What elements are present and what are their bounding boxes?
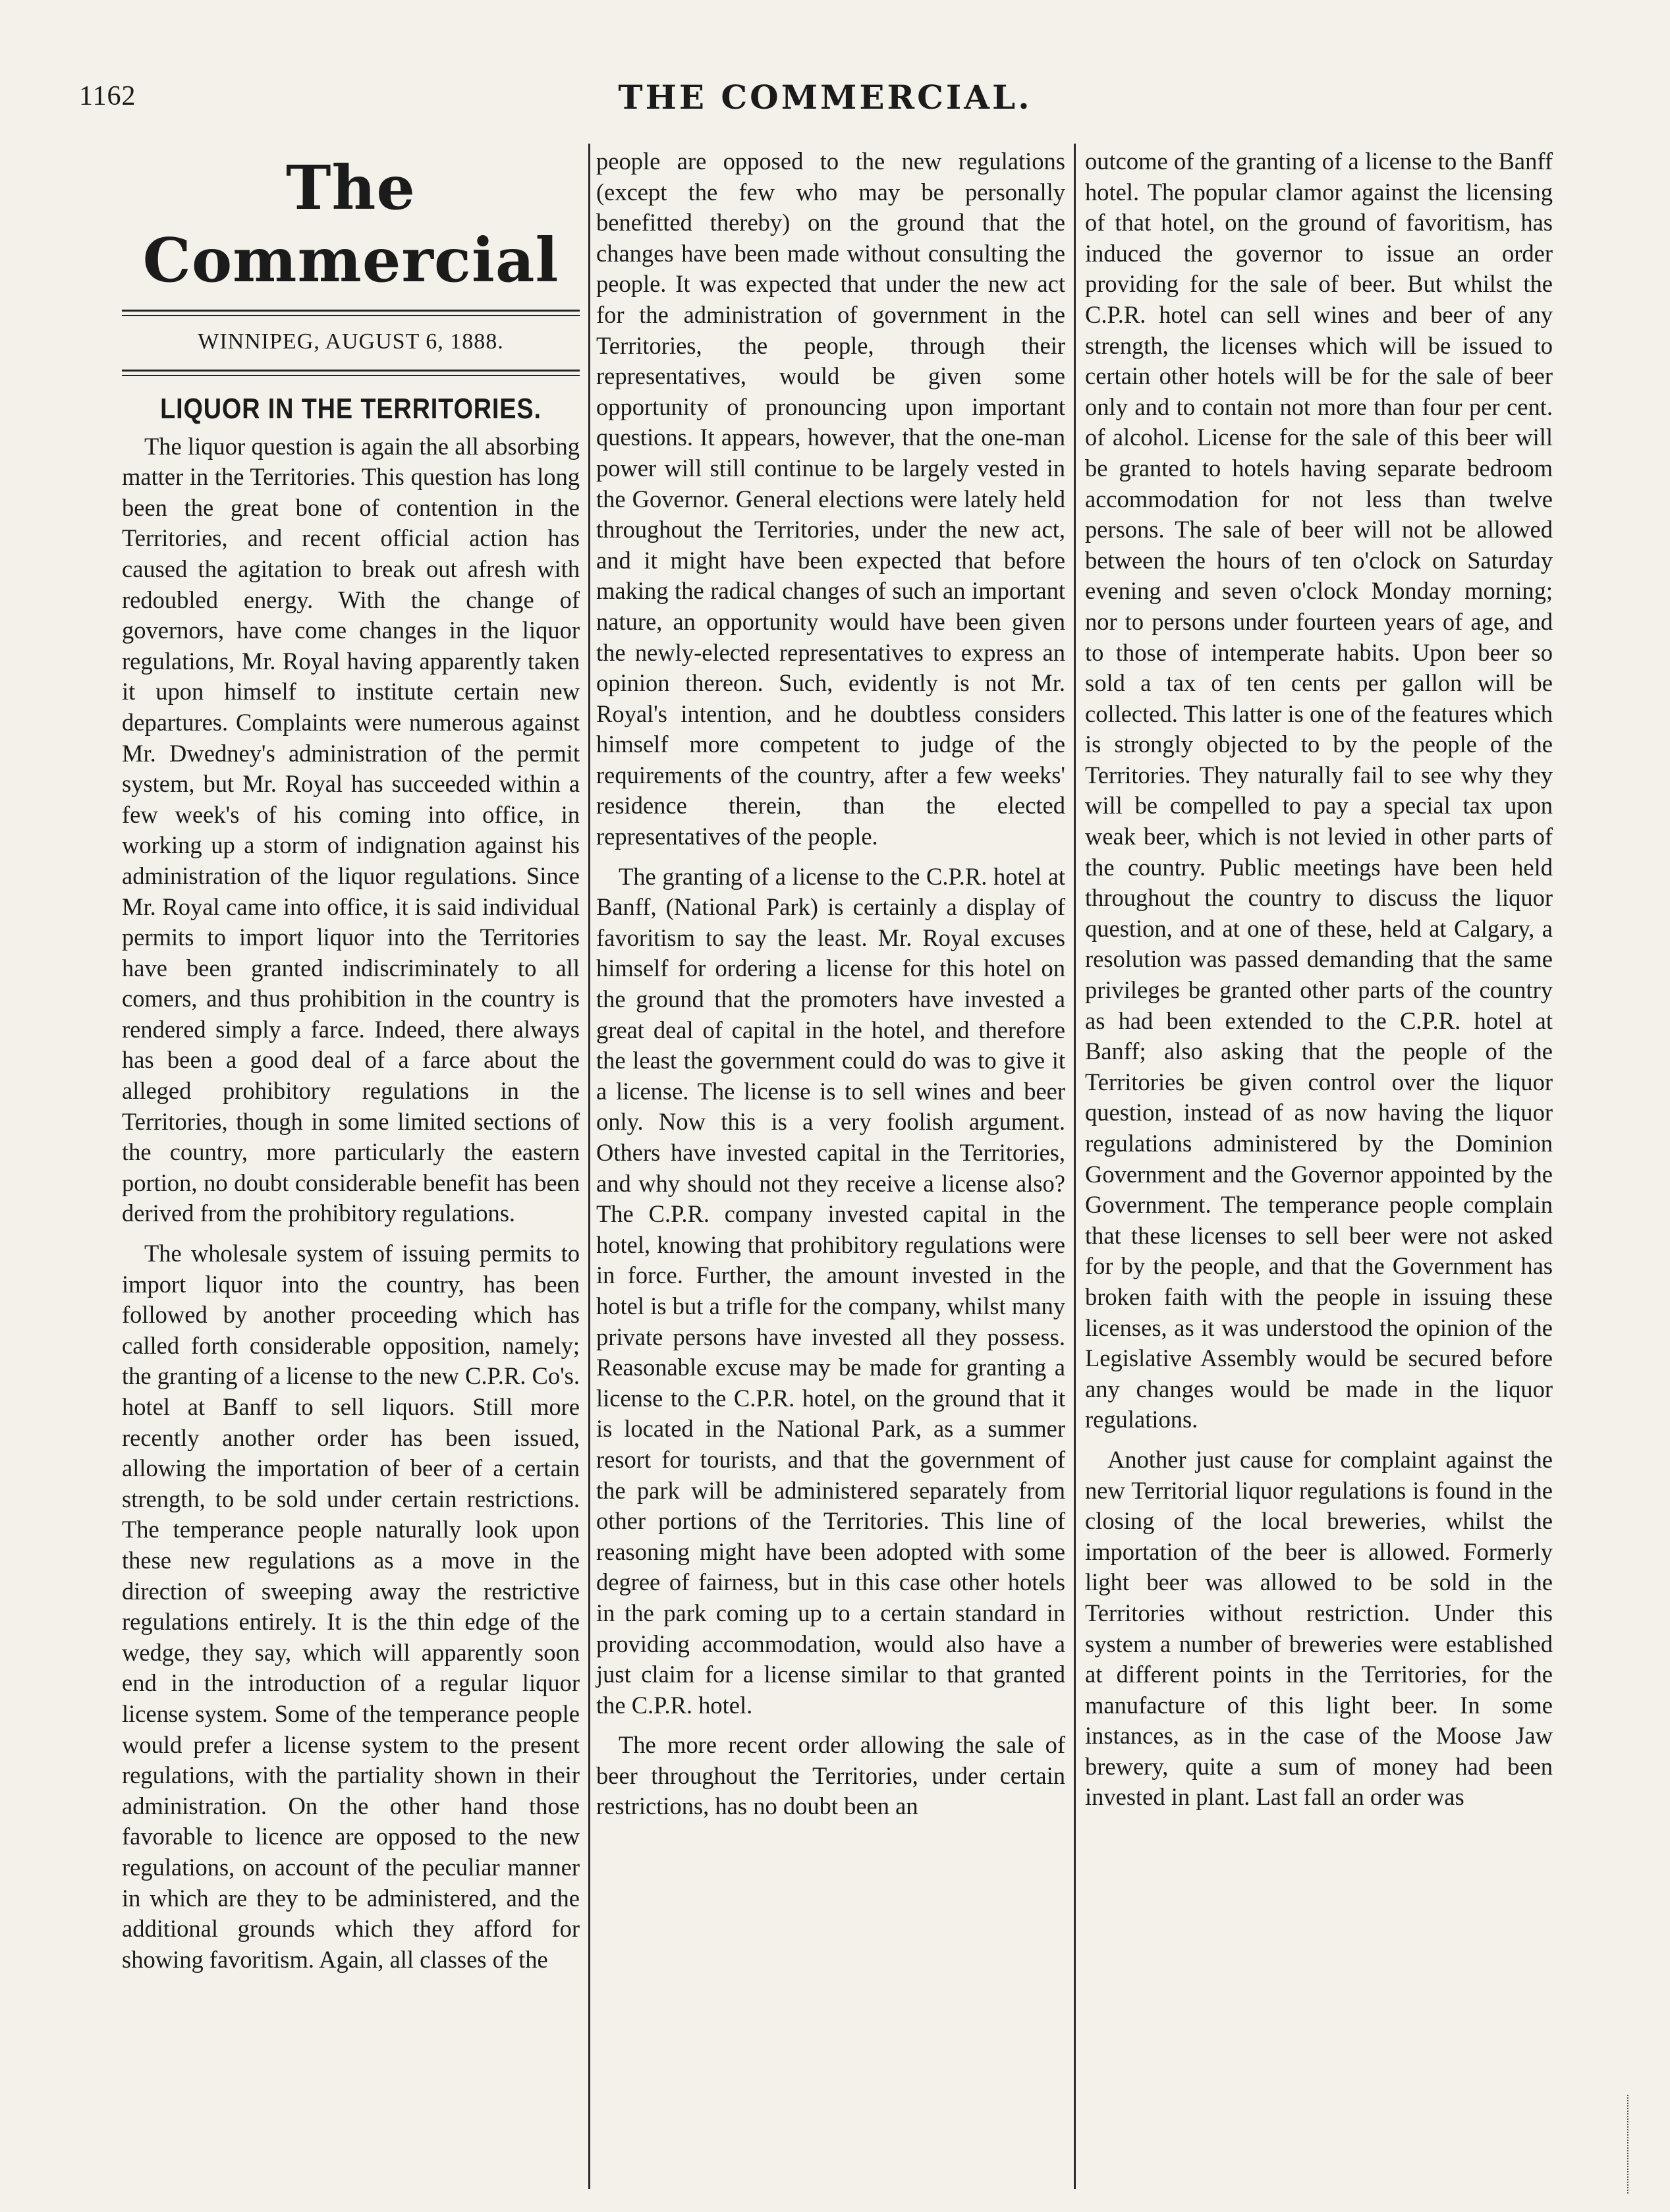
running-title: THE COMMERCIAL. [618, 78, 1032, 117]
article-paragraph: outcome of the granting of a license to the Banff hotel. The popular clamor against the licensing of that hotel, on the ground of favoritism, has induced the governor to issue an order providing for the sale of beer. But whilst the C.P.R. hotel can sell wines and beer of any strength, the licenses which will be issued to certain other hotels will be for the sale of beer only and to contain not more than four per cent. of alcohol. License for the sale of this beer will be granted to hotels having separate bedroom accommodation for not less than twelve persons. The sale of beer will not be allowed between the hours of ten o'clock on Saturday evening and seven o'clock Monday morning; nor to persons under fourteen years of age, and to those of intemperate habits. Upon beer so sold a tax of ten cents per gallon will be collected. This latter is one of the features which is strongly objected to by the people of the Territories. They naturally fail to see why they will be compelled to pay a special tax upon weak beer, which is not levied in other parts of the country. Public meetings have been held throughout the country to discuss the liquor question, and at one of these, held at Calgary, a resolution was passed demanding that the same privileges be granted other parts of the country as had been extended to the C.P.R. hotel at Banff; also asking that the people of the Territories be given control over the liquor question, instead of as now having the liquor regulations administered by the Dominion Government and the Governor appointed by the Government. The temperance people complain that these licenses to sell beer were not asked for by the people, and that the Government has broken faith with the people in issuing these licenses, as it was understood the opinion of the Legislative Assembly would be secured before any changes would be made in the liquor regulations. [1085, 148, 1553, 1433]
page-number: 1162 [79, 81, 136, 111]
column-3 [1085, 146, 1553, 1822]
article-paragraph: people are opposed to the new regulations (except the few who may be personally benefitted thereby) on the ground that the changes have been made without consulting the people. It was expected that under the new act for the administration of government in the Territories, the people, through their representatives, would be given some opportunity of pronouncing upon important questions. It appears, however, that the one-man power will still continue to be largely vested in the Governor. General elections were lately held throughout the Territories, under the new act, and it might have been expected that before making the radical changes of such an important nature, an opportunity would have been given the newly-elected representatives to express an opinion thereon. Such, evidently is not Mr. Royal's intention, and he doubtless considers himself more competent to judge of the requirements of the country, after a few weeks' residence therein, than the elected representatives of the people. [596, 148, 1065, 850]
article-paragraph: The liquor question is again the all absorbing matter in the Territories. This question has long been the great bone of contention in the Territories, and recent official action has caused the agitation to break out afresh with redoubled energy. With the change of governors, have come changes in the liquor regulations, Mr. Royal having apparently taken it upon himself to institute certain new departures. Complaints were numerous against Mr. Dwedney's administration of the permit system, but Mr. Royal has succeeded within a few week's of his coming into office, in working up a storm of indignation against his administration of the liquor regulations. Since Mr. Royal came into office, it is said individual permits to import liquor into the Territories have been granted indiscriminately to all comers, and thus prohibition in the country is rendered simply a farce. Indeed, there always has been a good deal of a farce about the alleged prohibitory regulations in the Territories, though in some limited sections of the country, more particularly the eastern portion, no doubt considerable benefit has been derived from the prohibitory regulations. [122, 432, 580, 1227]
column-divider [1074, 144, 1076, 2189]
edge-marks [1627, 2095, 1642, 2194]
column-1 [122, 146, 580, 1984]
running-head [79, 78, 1571, 124]
article-paragraph: Another just cause for complaint against the new Territorial liquor regulations is found in the closing of the local breweries, whilst the importation of the beer is allowed. Formerly light beer was allowed to be sold in the Territories without restriction. Under this system a number of breweries were established at different points in the Territories, for the manufacture of this light beer. In some instances, as in the case of the Moose Jaw brewery, quite a sum of money had been invested in plant. Last fall an order was [1085, 1445, 1553, 1811]
dateline: WINNIPEG, AUGUST 6, 1888. [198, 329, 504, 354]
column-divider [588, 144, 590, 2189]
dateline-rule [122, 370, 580, 376]
article-heading: LIQUOR IN THE TERRITORIES. [160, 392, 542, 425]
column-2 [596, 146, 1065, 1831]
masthead-title: The Commercial [142, 152, 559, 296]
article-paragraph: The granting of a license to the C.P.R. hotel at Banff, (National Park) is certainly a display of favoritism to say the least. Mr. Royal excuses himself for ordering a license for this hotel on the ground that the promoters have invested a great deal of capital in the hotel, and therefore the least the government could do was to give it a license. The license is to sell wines and beer only. Now this is a very foolish argument. Others have invested capital in the Territories, and why should not they receive a license also? The C.P.R. company invested capital in the hotel, knowing that prohibitory regulations were in force. Further, the amount invested in the hotel is but a trifle for the company, whilst many private persons have invested all they possess. Reasonable excuse may be made for granting a license to the C.P.R. hotel, on the ground that it is located in the National Park, as a summer resort for tourists, and that the government of the park will be administered separately from other portions of the Territories. This line of reasoning might have been adopted with some degree of fairness, but in this case other hotels in the park coming up to a certain standard in providing accommodation, would also have a just claim for a license similar to that granted the C.P.R. hotel. [596, 862, 1065, 1719]
article-paragraph: The more recent order allowing the sale of beer throughout the Territories, under certain restrictions, has no doubt been an [596, 1731, 1065, 1820]
masthead-rule [122, 310, 580, 316]
article-paragraph: The wholesale system of issuing permits to import liquor into the country, has been followed by another proceeding which has called forth considerable opposition, namely; the granting of a license to the new C.P.R. Co's. hotel at Banff to sell liquors. Still more recently another order has been issued, allowing the importation of beer of a certain strength, to be sold under certain restrictions. The temperance people naturally look upon these new regulations as a move in the direction of sweeping away the restrictive regulations entirely. It is the thin edge of the wedge, they say, which will apparently soon end in the introduction of a regular liquor license system. Some of the temperance people would prefer a license system to the present regulations, with the partiality shown in their administration. On the other hand those favorable to licence are opposed to the new regulations, on account of the peculiar manner in which are they to be administered, and the additional grounds which they afford for showing favoritism. Again, all classes of the [122, 1240, 580, 1973]
